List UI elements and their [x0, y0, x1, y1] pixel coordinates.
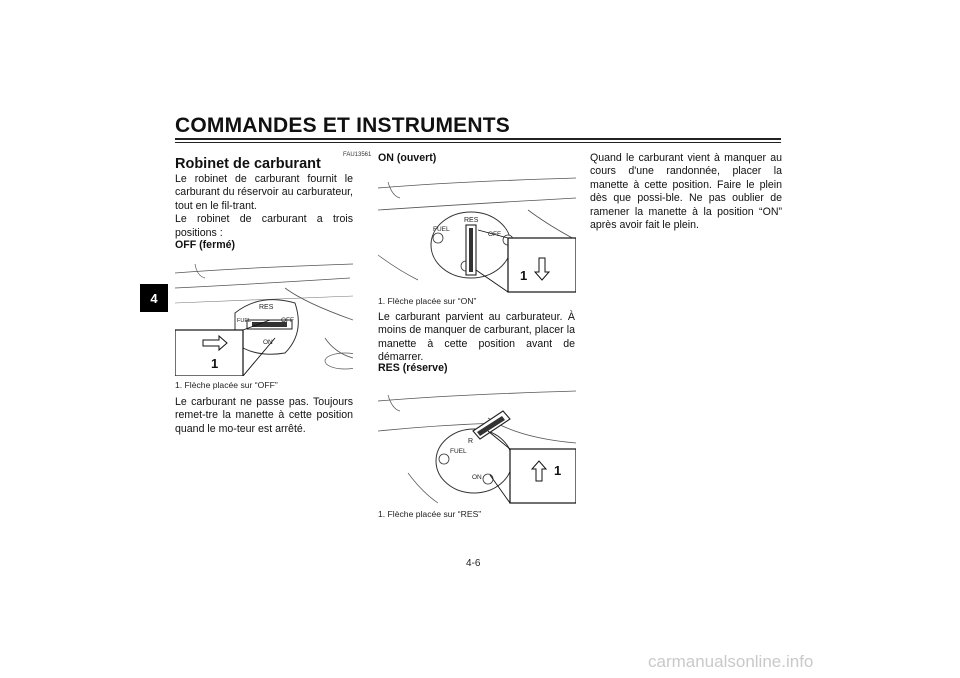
off-label-off: OFF — [281, 317, 294, 324]
section-title: Robinet de carburant — [175, 156, 321, 172]
watermark: carmanualsonline.info — [648, 652, 814, 671]
off-text: Le carburant ne passe pas. Toujours remet-tre la manette à cette position quand le mo-teur est arrêté. — [175, 396, 353, 435]
res-heading: RES (réserve) — [378, 362, 448, 374]
on-label-off: OFF — [488, 231, 501, 238]
on-callout-number: 1 — [520, 268, 528, 283]
on-label-res: RES — [464, 217, 479, 224]
header-rule-thin — [175, 142, 781, 143]
page-number: 4-6 — [466, 558, 481, 569]
section-intro — [175, 173, 353, 240]
on-caption: 1. Flèche placée sur “ON” — [378, 296, 477, 306]
on-label-fuel: FUEL — [433, 226, 450, 233]
page-header-title: COMMANDES ET INSTRUMENTS — [175, 114, 510, 137]
chapter-tab: 4 — [140, 284, 168, 312]
off-figure — [175, 258, 353, 376]
res-figure — [378, 383, 576, 507]
res-label-res: R — [468, 438, 474, 445]
on-heading: ON (ouvert) — [378, 152, 437, 164]
off-callout-number: 1 — [211, 356, 219, 371]
off-label-fuel: FUEL — [237, 318, 252, 324]
res-label-fuel: FUEL — [450, 448, 467, 455]
res-callout-box — [510, 449, 576, 503]
res-callout-number: 1 — [554, 463, 562, 478]
off-label-on: ON — [263, 339, 273, 346]
off-callout-box — [175, 330, 243, 376]
off-heading: OFF (fermé) — [175, 239, 236, 251]
off-label-res: RES — [259, 304, 274, 311]
intro-paragraph-2: Le robinet de carburant a trois positions : — [175, 213, 353, 239]
on-figure — [378, 170, 576, 294]
res-label-on: ON — [472, 474, 482, 481]
off-caption: 1. Flèche placée sur “OFF” — [175, 380, 278, 390]
section-code: FAU13561 — [343, 152, 372, 158]
intro-paragraph-1: Le robinet de carburant fournit le carburant du réservoir au carburateur, tout en le fil-trant. — [175, 173, 353, 212]
res-text: Quand le carburant vient à manquer au cours d'une randonnée, placer la manette à cette position. Faire le plein dès que possi-ble. Ne pas oublier de ramener la manette à la position “ON” après avoir fait le plein. — [590, 152, 782, 232]
on-text: Le carburant parvient au carburateur. À moins de manquer de carburant, placer la manette à cette position avant de démarrer. — [378, 311, 575, 364]
header-rule-thick — [175, 138, 781, 140]
res-caption: 1. Flèche placée sur “RES” — [378, 509, 482, 519]
